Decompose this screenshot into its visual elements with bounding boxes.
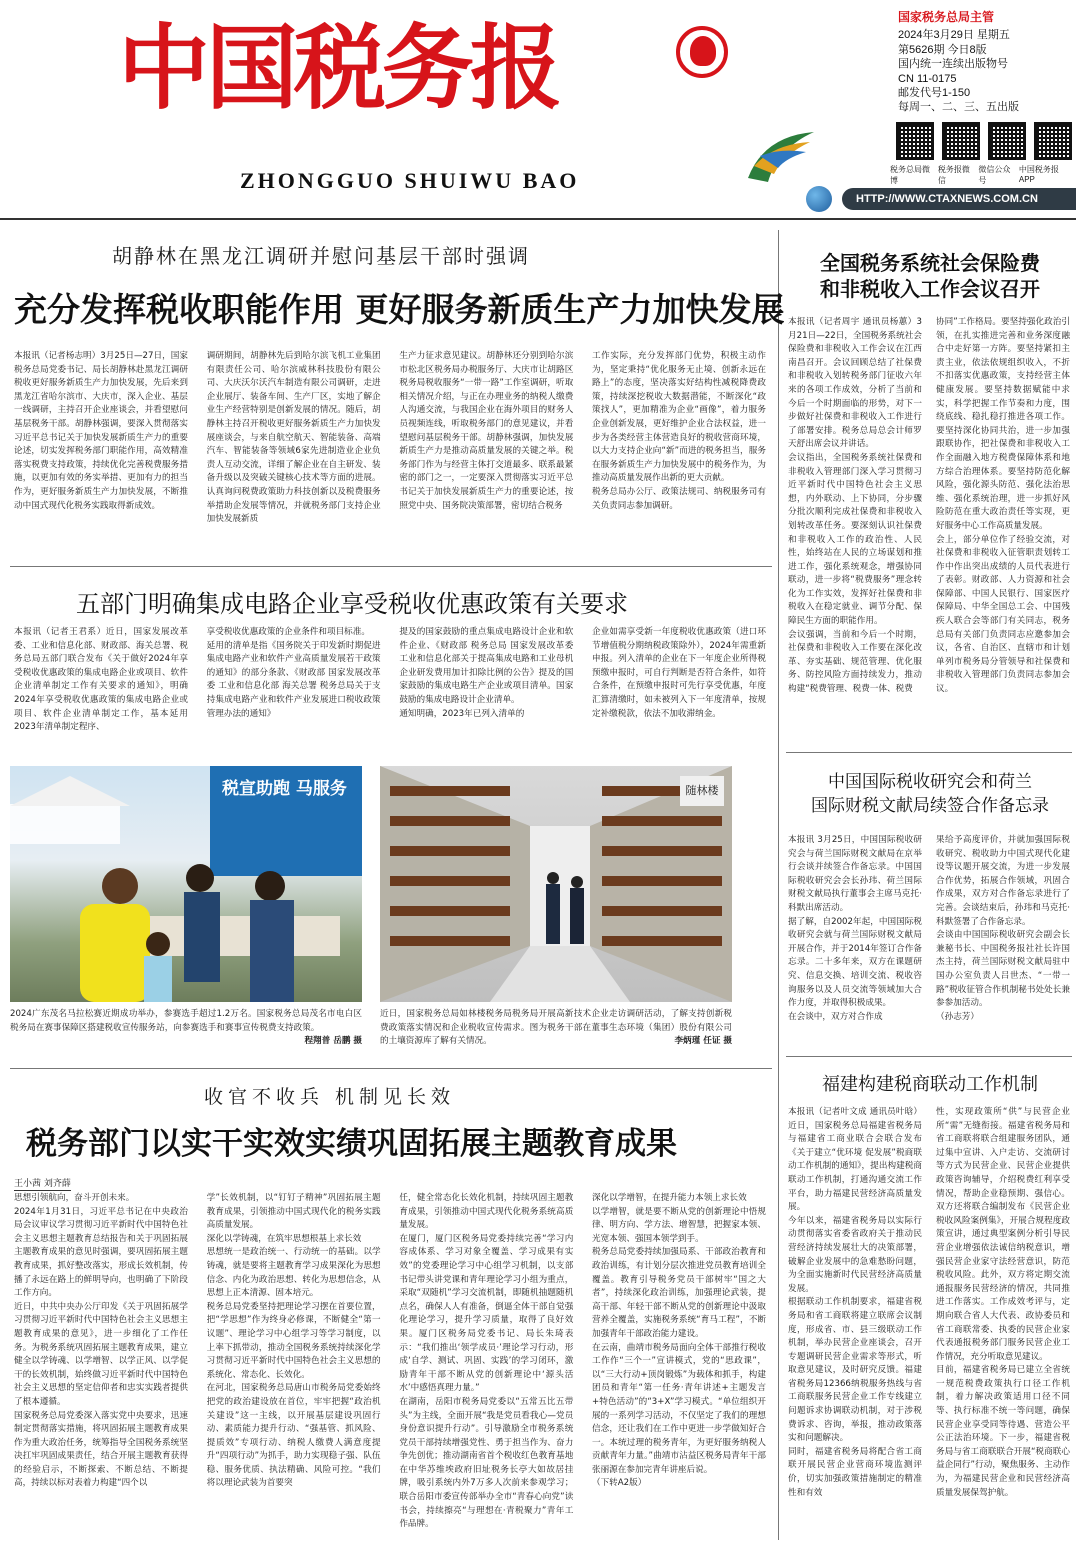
supervisor-label: 国家税务总局主管 bbox=[898, 10, 995, 24]
marathon-photo[interactable] bbox=[10, 766, 362, 1002]
issue-line: 国内统一连续出版物号 bbox=[898, 58, 1008, 71]
website-url-link[interactable]: HTTP://WWW.CTAXNEWS.COM.CN bbox=[842, 188, 1076, 210]
article-column: 享受税收优惠政策的企业条件和项目标准。 延用的清单是指《国务院关于印发新时期促进集成电路产业和软件产业高质量发展若干政策的通知》的部分条款、《财政部 国家发展改革委 工业和信息化部 海关总署 税务总局关于支持集成电路产业和软件产业发展进口税收政策管理办法的通知》 bbox=[206, 627, 381, 719]
lead-body bbox=[14, 350, 766, 546]
right-bottom-headline[interactable]: 福建构建税商联动工作机制 bbox=[822, 1074, 1038, 1095]
issue-line: 邮发代号1-150 bbox=[898, 87, 971, 100]
section-divider bbox=[10, 1068, 772, 1069]
issue-line: CN 11-0175 bbox=[898, 72, 957, 85]
article-column: 深化以学增智，在提升能力本领上求长效 以学增智，就是要不断从党的创新理论中悟规律、明方向、学方法、增智慧，把握家本领、光宽本领、强国本领学到手。 税务总局党委持续加强局系、干部政治教育和政治训练，有计划分层次推进党员教育培训全覆盖。教育引导税务党员干部树牢“国之大者”，持续深化政治训练，加强理论武装，提高干部、年轻干部不断从党的创新理论中汲取营养全覆盖，实施税务系统“育马工程”，不断加强青年干部政治能力建设。 在云南，曲靖市税务局面向全体干部推行税收工作作“三个一”宣讲模式，党的“思政课”，以“三大行动+顶岗锻炼”为载体和抓手，构建团员和青年“第一任务·青年讲述+主题发言+特色活动”的“3+X”学习模式。“单位组织开展的一系列学习活动，不仅坚定了我们的理想信念，还让我们在工作中更进一步学做知好合一。本统过理的税务青年，为更好服务纳税人贡献青年力量。”曲靖市沾益区税务局青年干部张丽源在参加完青年讲座后说。 （下转A2版） bbox=[591, 1193, 766, 1489]
article-column: 企业如需享受新一年度税收优惠政策（进口环节增值税分期纳税政策除外），2024年需重新申报。列入清单的企业在下一年度企业所得税预缴申报时，可自行判断是否符合条件，如符合条件，在预缴申报时可先行享受优惠，年度汇算清缴时，如未被列入下一年度清单，按规定补缴税款，依法不加收滞纳金。 bbox=[591, 627, 766, 719]
right-mid-body bbox=[788, 834, 1070, 1044]
bottom-headline[interactable]: 税务部门以实干实效实绩巩固拓展主题教育成果 bbox=[26, 1126, 677, 1162]
second-headline[interactable]: 五部门明确集成电路企业享受税收优惠政策有关要求 bbox=[76, 590, 628, 618]
headline-line: 全国税务系统社会保险费 bbox=[820, 251, 1040, 275]
article-column: 性，实现政策所“供”与民营企业所“需”无缝衔接。福建省税务局和省工商联将联合组建服务团队，通过集中宣讲、入户走访、交流研讨等方式为民营企业、民营企业提供政策咨询辅导，介绍税费红利享受情况，帮助企业稳预期、强信心。双方还将联合编制发布《民营企业税收风险案例集》，开展合规程度政策宣讲，通过典型案例分析引导民营企业增强依法诚信纳税意识，增强民营企业家守法经营意识，防范税收风险。此外，双方将定期交流通报服务民营经济的情况，共同推进工作落实。工作成效考评与，定期向联合省人大代表、政协委员和省工商联常委、执委的民营企业家代表通报税务部门服务民营企业工作情况，充分听取意见建议。 目前，福建省税务局已建立全省统一规范税费政策执行口径工作机制，着力解决政策适用口径不同等、执行标准不统一等问题，确保民营企业享受同等待遇、营造公平公正法治环境。下一步，福建省税务局与省工商联联合开展“税商联心益企同行”行动，聚焦服务、主动作为，为福建民营企业和民营经济高质量发展保驾护航。 bbox=[936, 1107, 1070, 1498]
second-body bbox=[14, 626, 766, 752]
article-column: 协同”工作格局。要坚持强化政治引领，在扎实推进完善和业务深度融合中走好第一方阵。要坚持紧扣主责主业，依法依规组织收入，不折不扣落实优惠政策，支持经营主体健康发展。要坚持数据赋能中求实，科学把握工作节奏和力度，围绕底线、稳扎稳打推进各项工作。要坚持深化协同共治，进一步加强跟联协作，把社保费和非税收入工作全面融入地方税费保障体系和地方综合治理体系。要坚持防范化解风险，强化源头防范、强化法治思维、强化系统治理，进一步抓好风险防范在重大政治责任等实现，更好服务中心工作高质量发展。 会上，部分单位作了经验交流，对社保费和非税收入征管职责划转工作中作出突出成绩的人员代表进行了表彰。财政部、人力资源和社会保障部、中国人民银行、国家医疗保障局、中华全国总工会、中国残疾人联合会等部门有关同志，税务总局有关部门负责同志应邀参加会议，各省、自治区、直辖市和计划单列市税务局分管领导和社保费和非税收入管理部门负责同志参加会议。 bbox=[936, 317, 1070, 695]
right-mid-headline[interactable] bbox=[788, 770, 1072, 818]
article-column: 本报讯（记者周宇 通讯员杨蕙）3月21日—22日，全国税务系统社会保险费和非税收入工作会议在江西南昌召开。会议回顾总结了社保费和非税收入划转税务部门征收六年来的各项工作成效，分析了当前和今后一个时期面临的形势，对下一步做好社保费和非税收入工作进行了部署安排。税务总局总会计师罗天舒出席会议并讲话。 会议指出，全国税务系统社保费和非税收入管理部门深入学习贯彻习近平新时代中国特色社会主义思想，内外联动、上下协同，分步骤分批次顺利完成社保费和非税收入划转改革任务。要深刻认识社保费和非税收入工作的政治性、人民性，始终站在人民的立场谋划和推进工作，强化系统观念，增强协同联动，进一步将“税费服务”理念转化为工作实效，发挥好社保费和非税收入在稳定就业、调节分配、保障民生方面的职能作用。 会议强调，当前和今后一个时期，社保费和非税收入工作要在深化改革、夯实基础、规范管理、优化服务、防控风险方面持续发力，推动构建“税费管理、税费一体、税费 bbox=[788, 317, 922, 695]
photo-credit: 李炳瑾 任证 摄 bbox=[674, 1036, 732, 1046]
lead-headline[interactable]: 充分发挥税收职能作用 更好服务新质生产力加快发展 bbox=[14, 290, 785, 329]
issue-line: 第5626期 今日8版 bbox=[898, 43, 987, 56]
logo-flame-icon bbox=[690, 36, 716, 66]
headline-line: 国际财税文献局续签合作备忘录 bbox=[811, 796, 1049, 816]
section-divider bbox=[10, 566, 772, 567]
article-column: 调研期间，胡静林先后到哈尔滨飞机工业集团有限责任公司、哈尔滨威林科技股份有限公司、大庆沃尔沃汽车制造有限公司调研，走进企业展厅、装备车间、生产厂区，实地了解企业生产经营特别是创新发展的情况。随后，胡静林主持召开税收更好服务新质生产力加快发展座谈会，与来自航空航天、智能装备、高端汽车、智能装备等领域6家先进制造业企业负责人互动交流，详细了解企业在自主研发、装备升级以及突破关键核心技术等方面的进展。认真询问税费政策助力科技创新以及税费服务举措助企发展等情况，并就税务部门支持企业加快发展新质 bbox=[206, 351, 381, 525]
section-divider bbox=[786, 1056, 1072, 1057]
column-divider bbox=[778, 230, 779, 1540]
masthead-title: 中国税务报 bbox=[118, 14, 559, 122]
article-column: 学”长效机制，以“钉钉子精神”巩固拓展主题教育成果，引领推动中国式现代化的税务实践高质量发展。 深化以学铸魂，在筑牢思想根基上求长效 思想统一是政治统一、行动统一的基础。以学铸魂，就是要将主题教育学习成果深化为思想信念、内化为政治思想、转化为思想信念，从思想上正本清源、固本培元。 税务总局党委坚持把理论学习摆在首要位置，把“学思想”作为终身必修课，不断健全“第一议题”、理论学习中心组学习等学习制度，以上率下抓带动，推动全国税务系统持续深化学习贯彻习近平新时代中国特色社会主义思想的系统化、常态化、长效化。 在河北，国家税务总局唐山市税务局党委始终把党的政治建设放在首位，牢牢把握“政治机关建设”这一主线，以开展基层建设巩固行动、素质能力提升行动、“强基管、抓风险、提质效”专项行动、纳税人缴费人满意度提升“四项行动”为抓手，助力实现稳子强、队伍稳、服务优质、执法精确、风险可控。“我们将以理论武装为首要突 bbox=[206, 1193, 381, 1489]
right-bottom-body bbox=[788, 1106, 1070, 1544]
swoosh-decoration-icon bbox=[744, 126, 816, 186]
issue-line: 2024年3月29日 星期五 bbox=[898, 29, 1010, 42]
byline: 王小茜 刘齐薛 bbox=[14, 1176, 71, 1191]
article-column: 果给予高度评价，并就加强国际税收研究、税收助力中国式现代化建设等议题开展交流，为进一步发展合作优势，拓展合作领域，巩固合作成果，双方对合作备忘录进行了完善。会谈结束后，孙玮和马克托·科默签署了合作备忘录。 会谈由中国国际税收研究会副会长兼秘书长、中国税务报社社长许国杰主持，荷兰国际财税文献局驻中国办公室负责人吕世杰、“一带一路”税收征管合作机制秘书处处长兼参参加活动。 （孙志芳） bbox=[936, 835, 1070, 1022]
qr-labels bbox=[890, 164, 1070, 186]
photo-caption bbox=[10, 1008, 362, 1049]
qr-code-icon[interactable] bbox=[942, 122, 980, 160]
qr-code-row bbox=[896, 122, 1072, 160]
masthead-divider bbox=[0, 218, 1076, 220]
right-top-body bbox=[788, 316, 1070, 740]
issue-info bbox=[898, 10, 1019, 115]
article-column: 本报讯（记者王君系）近日，国家发展改革委、工业和信息化部、财政部、海关总署、税务总局五部门联合发布《关于做好2024年享受税收优惠政策的集成电路企业或项目、软件企业清单制定工作有关要求的通知》，明确2024年享受税收优惠政策的集成电路企业或项目、软件企业清单制定工作，基本延用2023年清单制定程序、 bbox=[14, 627, 188, 733]
globe-icon bbox=[806, 186, 832, 212]
caption-text: 近日，国家税务总局如林楼税务局税务局开展高新技术企业走访调研活动，了解支持创新税费政策落实情况和企业税收宣传需求。图为税务干部在董事生态环境（集团）股份有限公司的土壤资源库了解有关情况。 bbox=[380, 1009, 732, 1046]
photo-credit: 程翔普 岳鹏 摄 bbox=[304, 1036, 362, 1046]
article-column: 提及的国家鼓励的重点集成电路设计企业和软件企业、《财政部 税务总局 国家发展改革委 工业和信息化部关于提高集成电路和工业母机企业研发费用加计扣除比例的公告》提及的国家鼓励的集成电路生产企业或项目清单。国家鼓励的集成电路设计企业清单。 通知明确，2023年已列入清单的 bbox=[399, 627, 574, 719]
section-divider bbox=[786, 752, 1072, 753]
qr-label: 中国税务报APP bbox=[1018, 165, 1059, 184]
qr-label: 税务报微信 bbox=[937, 165, 970, 185]
shelf-label: 随林楼 bbox=[680, 776, 724, 806]
article-column: 生产力征求意见建议。胡静林还分别到哈尔滨市松北区税务局办税服务厅、大庆市让胡路区税务局税收服务“一带一路”工作室调研，听取相关情况介绍，与正在办理业务的纳税人缴费人沟通交流，与我国企业在海外项目的财务人员视频连线，听取税务部门的意见建议，并看望慰问基层税务干部。胡静林强调，加快发展新质生产力是推动高质量发展的关键之举。税务部门作为与经营主体打交道最多、联系最紧密的部门之一，一定要深入贯彻落实习近平总书记关于加快发展新质生产力的重要论述，按照党中央、国务院决策部署，密切结合税务 bbox=[399, 351, 574, 511]
bottom-kicker: 收官不收兵 机制见长效 bbox=[204, 1086, 456, 1108]
qr-label: 微信公众号 bbox=[978, 165, 1011, 185]
headline-line: 中国国际税收研究会和荷兰 bbox=[828, 772, 1032, 792]
article-column: 工作实际，充分发挥部门优势，积极主动作为，坚定秉持“优化服务无止境、创新永远在路上”的态度，坚决落实好结构性减税降费政策，持续深挖税收大数据潜能，不断深化“政策找人”，更加精准为企业“画像”，着力服务企业创新发展，更好维护企业合法权益，进一步为各类经营主体营造良好的税收营商环境，以大力支持企业向“新”而进的税务担当，服务在服务新质生产力加快发展中的税务作为，为推动高质量发展作出新的更大贡献。 税务总局办公厅、政策法规司、纳税服务司有关负责同志参加调研。 bbox=[591, 351, 766, 511]
qr-code-icon[interactable] bbox=[1034, 122, 1072, 160]
article-column: 思想引领航向，奋斗开创未来。 2024年1月31日，习近平总书记在中央政治局会议审议学习贯彻习近平新时代中国特色社会主义思想主题教育总结报告和关于巩固拓展主题教育成果的意见时强调，要巩固拓展主题教育成果，抓好整改落实，形成长效机制，传播了永远在路上的鲜明导向，也明确了下阶段工作方向。 近日，中共中央办公厅印发《关于巩固拓展学习贯彻习近平新时代中国特色社会主义思想主题教育成果的意见》，进一步细化了工作任务。为税务系统巩固拓展主题教育成果，建立健全以学铸魂、以学增智、以学正风、以学促干的长效机制，始终做习近平新时代中国特色社会主义思想的坚定信仰者和忠实实践者提供了根本遵循。 国家税务总局党委深入落实党中央要求，迅速制定贯彻落实措施，将巩固拓展主题教育成果作为重大政治任务，统筹指导全国税务系统坚决扛牢巩固成果责任，结合开展主题教育获得的经验启示，不断探索、不断总结、不断提高，持续以标对表着力构建“四个以 bbox=[14, 1193, 188, 1489]
right-top-headline[interactable] bbox=[792, 250, 1068, 302]
qr-code-icon[interactable] bbox=[896, 122, 934, 160]
marathon-scene-icon bbox=[10, 766, 362, 1002]
qr-label: 税务总局微博 bbox=[890, 165, 930, 185]
photo-banner-text: 税宣助跑 马服务 bbox=[222, 779, 347, 799]
issue-line: 每周一、二、三、五出版 bbox=[898, 101, 1019, 114]
article-column: 任，健全常态化长效化机制，持续巩固主题教育成果，引领推动中国式现代化税务系统高质量发展。 在厦门，厦门区税务局党委持续完善“学习内容成体系、学习对象全覆盖、学习成果有实效”的党委理论学习中心组学习机制，以支部书记带头讲党课和青年理论学习小组为重点，采取“双随机”学习交流机制，即随机抽题随机点名，确保人人有准备，倒逼全体干部自觉强化理论学习，提升学习质量，取得了良好效果。厦门区税务局党委书记、局长朱琦表示：“我们推出‘领学成员·’理论学习行动，形成‘自学、测试、巩固、实践’的学习闭环，激励青年干部不断从党的创新理论中‘源头活水’中感悟真理力量。” 在湖南，岳阳市税务局党委以“五常五比五带头”为主线，全面开展“我是党员看我心—党员身份意识提升行动”。引导激励全市税务系统党员干部持续增强党性、勇于担当作为、奋力争先创优；推动湖南省首个税收红色教育基地在中华苏维埃政府旧址税务长亭大如故居挂牌，吸引系统内外7万多人次前来参观学习；联合岳阳市委宣传部举办全市“青春心向党”读书会，持续擦亮“与理想在·青税聚力”青年工作品牌。 bbox=[399, 1193, 574, 1530]
photo-caption bbox=[380, 1008, 732, 1049]
headline-line: 和非税收入工作会议召开 bbox=[820, 277, 1040, 301]
caption-text: 2024广东茂名马拉松赛近期成功举办，参赛选手超过1.2万名。国家税务总局茂名市电白区税务局在赛事保障区搭建税收宣传服务站，向参赛选手和赛事宣传税费支持政策。 bbox=[10, 1009, 362, 1033]
seed-bank-photo[interactable] bbox=[380, 766, 732, 1002]
masthead-pinyin: ZHONGGUO SHUIWU BAO bbox=[240, 168, 580, 193]
article-column: 本报讯（记者杨志明）3月25日—27日，国家税务总局党委书记、局长胡静林赴黑龙江调研税收更好服务新质生产力加快发展，先后来到黑龙江省哈尔滨市、大庆市，深入企业、基层一线调研，主持召开企业座谈会，并看望慰问基层税务干部。胡静林强调，要深入贯彻落实习近平总书记关于加快发展新质生产力的重要论述，切实发挥税务部门职能作用，高效精准落实税费支持政策，持续优化完善税费服务措施，以更加有效的务实举措、更加有力的担当作为，更好服务新质生产力加快发展，不断推动中国式现代化税务实践取得新成效。 bbox=[14, 351, 188, 511]
qr-code-icon[interactable] bbox=[988, 122, 1026, 160]
article-column: 本报讯（记者叶文成 通讯员叶晗）近日，国家税务总局福建省税务局与福建省工商业联合会联合发布《关于建立“优环境 促发展”税商联动工作机制的通知》，提出构建税商联动工作机制，打通沟通交流工作平台，助力福建民营经济高质量发展。 今年以来，福建省税务局以实际行动贯彻落实省委省政府关于推动民营经济持续发展壮大的决策部署，破解企业发展中的急难愁盼问题，为全面实施新时代民营经济高质量发展。 根据联动工作机制要求，福建省税务局和省工商联将建立联席会议制度，形成省、市、县三级联动工作机制，举办民营企业座谈会，召开专题调研民营企业需求等形式，听取意见建议，及时研究反馈。福建省税务局12366纳税服务热线与省工商联服务民营企业工作专线建立问题诉求协调联动机制，对于涉税费诉求、咨询，举报，推动政策落实和问题解决。 同时，福建省税务局将配合省工商联开展民营企业营商环境监测评价，切实加强政策措施制定的精准性和有效 bbox=[788, 1107, 922, 1498]
bottom-body bbox=[14, 1192, 766, 1544]
article-column: 本报讯 3月25日，中国国际税收研究会与荷兰国际财税文献局在京举行会谈并续签合作备忘录。中国国际税收研究会会长孙玮、荷兰国际财税文献局执行董事会主席马克托·科默出席活动。 据了解，自2002年起，中国国际税收研究会就与荷兰国际财税文献局开展合作，并于2014年签订合作备忘录。二十多年来，双方在课题研究、信息交换、培训交流、税收咨询服务以及人员交流等领域加大合作力度，并取得积极成果。 在会谈中，双方对合作成 bbox=[788, 835, 922, 1022]
lead-kicker: 胡静林在黑龙江调研并慰问基层干部时强调 bbox=[112, 244, 530, 268]
